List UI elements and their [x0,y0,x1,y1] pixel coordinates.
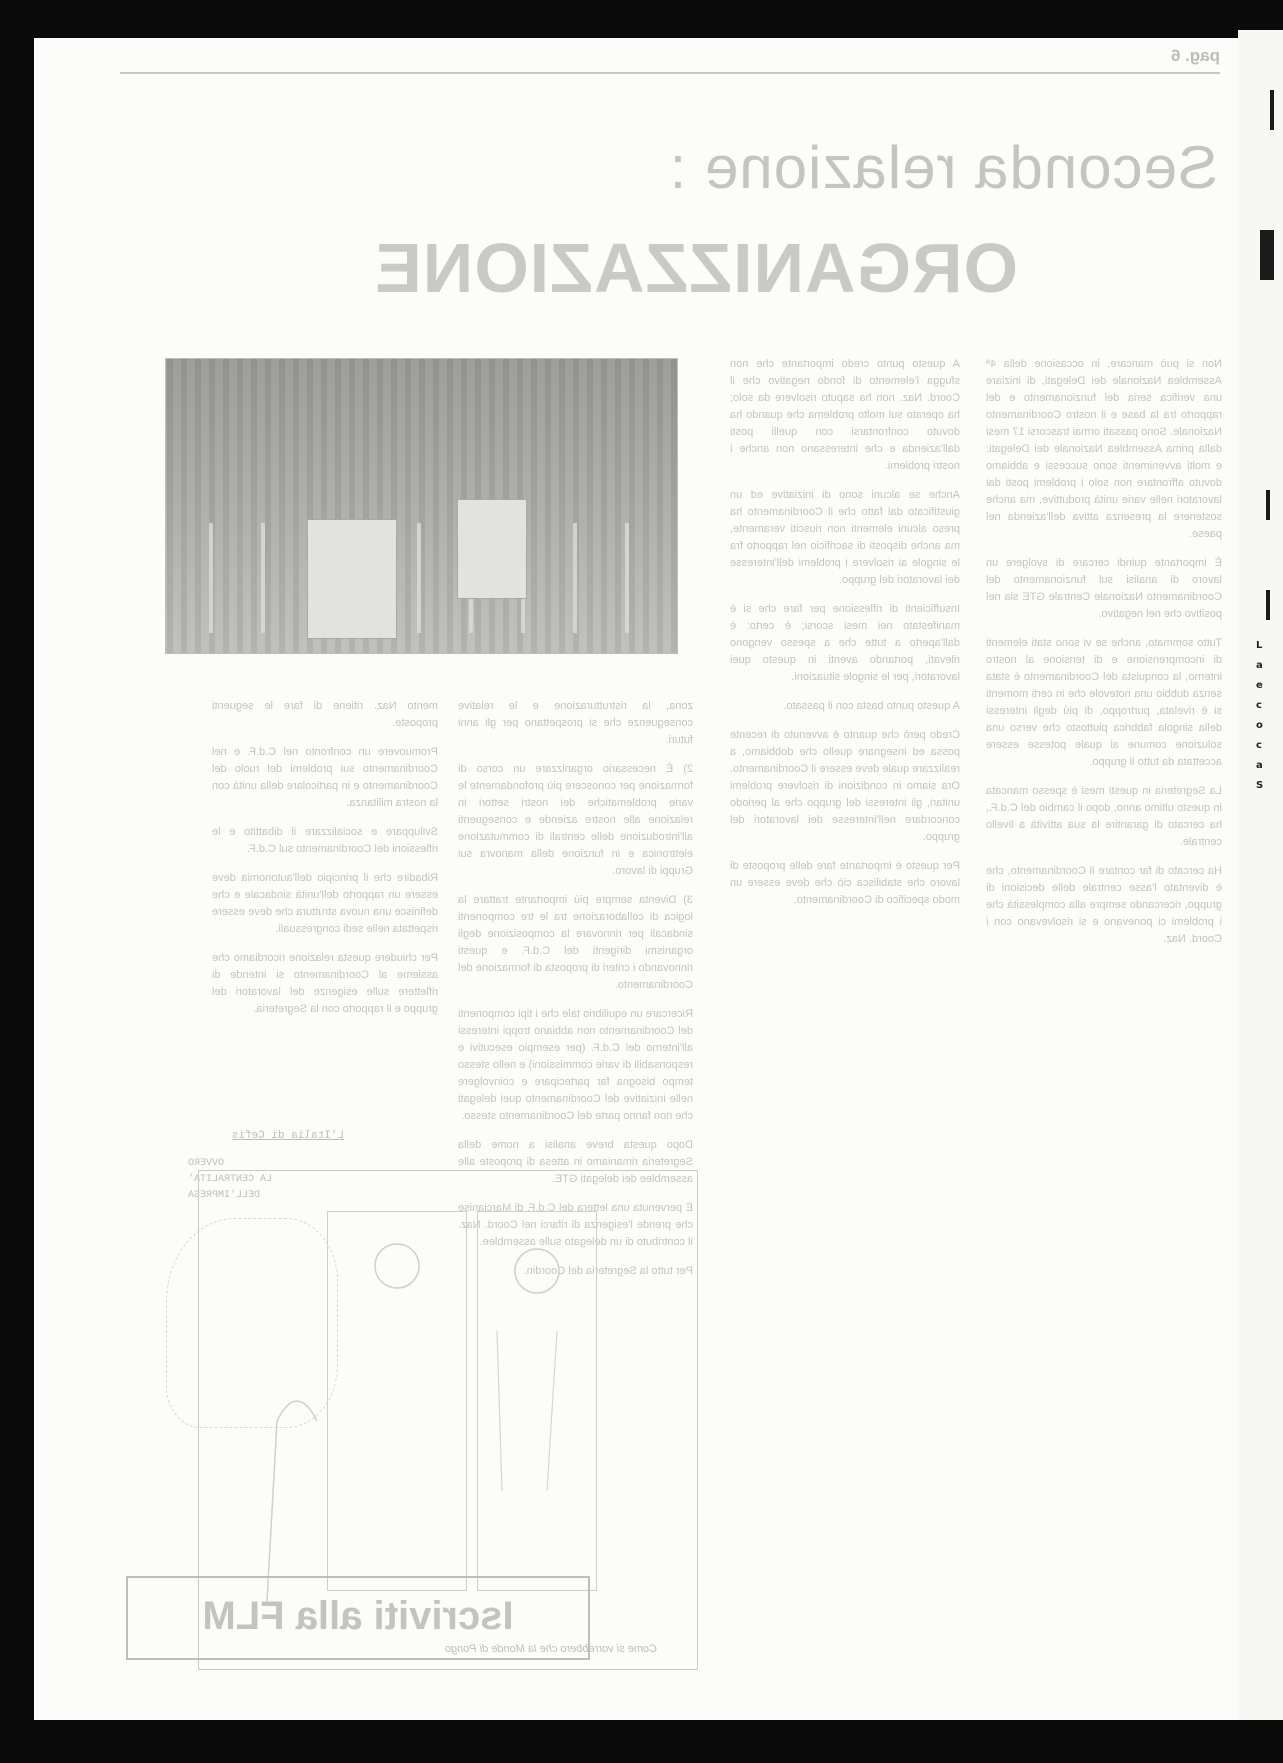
edge-letter: e [1256,680,1263,691]
edge-letter: S [1256,780,1264,791]
paragraph: Dopo questa breve analisi a nome della Segreteria rimaniamo in attesa di proposte alle assemblee dei delegati GTE. [458,1139,693,1185]
membership-banner [126,1576,590,1660]
paragraph: Sviluppare e socializzare il dibattito e le riflessioni del Coordinamento sul C.d.F. [212,826,438,855]
paragraph: 3) Diventa sempre più importante trattare la logica di collaborazione tra le tre componenti sindacali per rinnovare la composizione degli organismi dirigenti del C.d.F. e questi rinnovando i criteri di proposta di formazione del Coordinamento. [458,894,693,991]
cartoon-caption: Come si vorrebbero che la Monde di Pongo [444,1643,657,1655]
paragraph: È pervenuta una lettera del C.d.F. di Marcianise che prende l'esigenza di rifarci nel Coord. Naz. il contributo di un delegato sulle assemblee. [458,1202,693,1248]
text-column-4 [212,698,438,1118]
paragraph: Ribadire che il principio dell'autonomia deve essere un rapporto dell'unità sindacale e che definisce una nuova struttura che deve essere rispettata nelle sedi congressuali. [212,872,438,935]
page-number: pag. 6 [1170,46,1220,65]
adjacent-page-edge [1238,30,1283,1720]
sidebox-line: OVVERO [188,1158,225,1169]
article-title: Seconda relazione : [668,134,1218,201]
edge-mark [1260,230,1274,280]
edge-letter: c [1256,700,1262,711]
scan-border-bottom [0,1720,1283,1763]
paragraph: Insufficienti di riflessione per fare che si è manifestato nei mesi scorsi; è certo: è dall'aperto a tutte che a spesso vengono rilevati, portando aventi in questo quei lavoratori, per le singole situazioni. [730,603,960,683]
protest-photo [165,358,678,654]
paragraph: Anche se alcuni sono di iniziative ed un giustificato dal fatto che il Coordinamento ha preso alcuni elementi non riusciti veramente, ma anche disposti di sacrificio nel rapporto fra le singole ai risolvere i problemi dell'interesse dei lavoratori del gruppo. [730,489,960,586]
newspaper-page [34,38,1238,1720]
paragraph: A questo punto credo importante che non sfugga l'elemento di fondo negativo che il Coord. Naz. non ha saputo risolvere da solo; ha operato sul molto problema che quando ha dovuto confrontarsi con quelli posti dall'azienda e che interessano non anche i nostri problemi. [730,358,960,472]
header-rule [120,72,1220,74]
fence-graphic [166,523,677,633]
text-column-1 [986,356,1222,1076]
paragraph: A questo punto basta con il passato. [783,700,960,712]
sidebox-line: LA CENTRALITA' [188,1174,273,1185]
sidebox-line: DELL'IMPRESA [188,1190,261,1201]
edge-mark [1266,590,1270,620]
paragraph: 2) È necessario organizzare un corso di formazione per conoscere più profondamente le varie problematiche dei nostri settori in relazione alle nostre aziende e conseguenti all'introduzione delle centrali di commutazione elettronica e in funzione della manovra sui Gruppi di lavoro. [458,763,693,877]
article-subtitle: ORGANIZZAZIONE [374,229,1018,307]
edge-mark [1266,490,1270,520]
paragraph: Ha cercato di far contare il Coordinamento, che è diventato l'asse centrale delle decisioni di gruppo, ricercando sempre alla complessità che i problemi ci ponevano e si risolvevano con i Coord. Naz. [986,865,1222,945]
edge-letter: a [1256,660,1263,671]
text-column-2 [730,356,960,1016]
paragraph: mento Naz. ritiene di fare le seguenti proposte. [212,700,438,729]
paragraph: Credo però che quanto è avvenuto di recente possa ed insegnare quello che dobbiamo, a realizzare quale deve essere il Coordinamento. Ora siamo in condizioni di risolvere problemi unitari, gli interessi del gruppo che al periodo concordare nell'interesse dei lavoratori del gruppo. [730,729,960,843]
paragraph: La Segreteria in questi mesi è spesso mancata in questo ultimo anno, dopo il cambio del C.d.F., ha cercato di garantire la sua attività a livello centrale. [986,785,1222,848]
bleed-through-layer [34,38,1238,1720]
edge-mark [1270,90,1274,130]
sidebox-title: L'Italia di Cefis [231,1130,344,1142]
paragraph: Per chiudere questa relazione ricordiamo che assieme al Coordinamento si intende di riflettere sulle esigenze del lavoratori del gruppo e il rapporto con la Segreteria. [212,952,438,1015]
paragraph: Non si può mancare, in occasione della 4ª Assemblea Nazionale dei Delegati, di iniziare una verifica seria del funzionamento e del rapporto tra la base e il nostro Coordinamento Nazionale. Sono passati ormai trascorsi 17 mesi dalla prima Assemblea Nazionale dei Delegati: e molti avvenimenti sono successi e abbiamo dovuto affrontare non solo i problemi posti dai lavoratori nelle varie unità produttive, ma anche sostenere la presenza attiva dell'azienda nel paese. [986,358,1222,540]
protest-sign [457,499,527,599]
scan-border-top [0,0,1283,36]
signature: Per tutto la Segreteria del Coordin. [523,1265,693,1277]
paragraph: zona, la ristrutturazione e le relative conseguenze che si prospettano per gli anni futuri. [458,700,693,746]
paragraph: È importante quindi cercare di svolgere un lavoro di analisi sul funzionamento del Coordinamento Nazionale Centrale GTE sia nel positivo che nel negativo. [986,557,1222,620]
banner-text: Iscriviti alla FLM [202,1594,514,1638]
edge-letter: o [1256,720,1263,731]
edge-letter: c [1256,740,1262,751]
paragraph: Tutto sommato, anche se vi sono stati elementi di incomprensione e di tensione al nostro interno, la conquista del Coordinamento è stata senza dubbio una notevole che in certi momenti si è rivelata, purtroppo, di più degli interessi della singola fabbrica piuttosto che verso una soluzione comune ai quale potesse essere accettata da tutto il gruppo. [986,637,1222,768]
paragraph: Ricercare un equilibrio tale che i tipi componenti del Coordinamento non abbiano troppi interessi all'interno del C.d.F. (per esempio esecutivi e responsabili di varie commissioni) e nello stesso tempo bisogna far partecipare e coinvolgere nelle iniziative del Coordinamento quei delegati che non fanno parte del Coordinamento stesso. [458,1008,693,1122]
paragraph: Per questo è importante fare delle proposte di lavoro che stabilisca ciò che deve essere un modo specifico di Coordinamento. [730,860,960,906]
edge-letter: L [1256,640,1263,651]
protest-sign [307,519,397,639]
edge-letter: a [1256,760,1263,771]
paragraph: Promuovere un confronto nel C.d.F. e nel Coordinamento sui problemi del ruolo del Coordinamento e in particolare della unità con la nostra militanza. [212,746,438,809]
